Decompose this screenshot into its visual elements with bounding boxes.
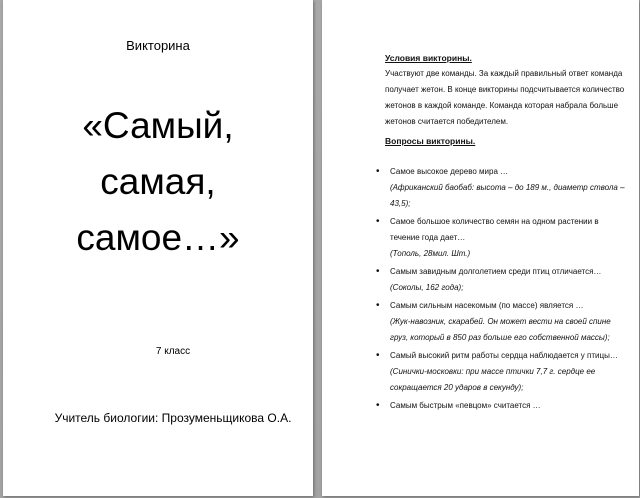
question-text: Самое большое количество семян на одном растении в течение года дает… bbox=[390, 217, 599, 242]
questions-list bbox=[385, 164, 625, 414]
list-item bbox=[385, 214, 625, 262]
answer-text: (Африканский баобаб: высота – до 189 м., диаметр ствола – 43,5); bbox=[390, 183, 625, 208]
list-item bbox=[385, 398, 625, 414]
quiz-title bbox=[3, 98, 313, 266]
quiz-label: Викторина bbox=[126, 38, 190, 53]
list-item bbox=[385, 348, 625, 396]
answer-text: (Жук-навозник, скарабей. Он может вести на своей спине груз, который в 850 раз больше его собственной массы); bbox=[390, 317, 611, 342]
questions-heading: Вопросы викторины. bbox=[385, 136, 476, 146]
page-1 bbox=[3, 0, 313, 496]
title-line: самое…» bbox=[76, 217, 240, 258]
answer-text: (Тополь, 28мил. Шт.) bbox=[390, 249, 471, 258]
rules-text: Участвуют две команды. За каждый правильный ответ команда получает жетон. В конце викторины подсчитывается количество жетонов в каждой команде. Команда которая набрала больше жетонов считается победителем. bbox=[385, 69, 625, 126]
question-text: Самое высокое дерево мира … bbox=[390, 167, 509, 176]
page-2 bbox=[322, 0, 639, 496]
page-content bbox=[385, 50, 625, 416]
question-text: Самый высокий ритм работы сердца наблюдается у птицы… bbox=[390, 351, 618, 360]
list-item bbox=[385, 298, 625, 346]
list-item bbox=[385, 264, 625, 296]
question-text: Самым завидным долголетием среди птиц отличается… bbox=[390, 267, 602, 276]
teacher-label: Учитель биологии: Прозуменьщикова О.А. bbox=[54, 411, 292, 425]
answer-text: (Синички-московки: при массе птички 7,7 г. сердце ее сокращается 20 ударов в секунду); bbox=[390, 367, 596, 392]
question-text: Самым быстрым «певцом» считается … bbox=[390, 401, 541, 410]
list-item bbox=[385, 164, 625, 212]
question-text: Самым сильным насекомым (по массе) является … bbox=[390, 301, 584, 310]
grade-label: 7 класс bbox=[155, 346, 191, 357]
title-line: «Самый, bbox=[82, 105, 234, 146]
answer-text: (Соколы, 162 года); bbox=[390, 283, 464, 292]
title-line: самая, bbox=[100, 161, 216, 202]
rules-heading: Условия викторины. bbox=[385, 53, 472, 63]
